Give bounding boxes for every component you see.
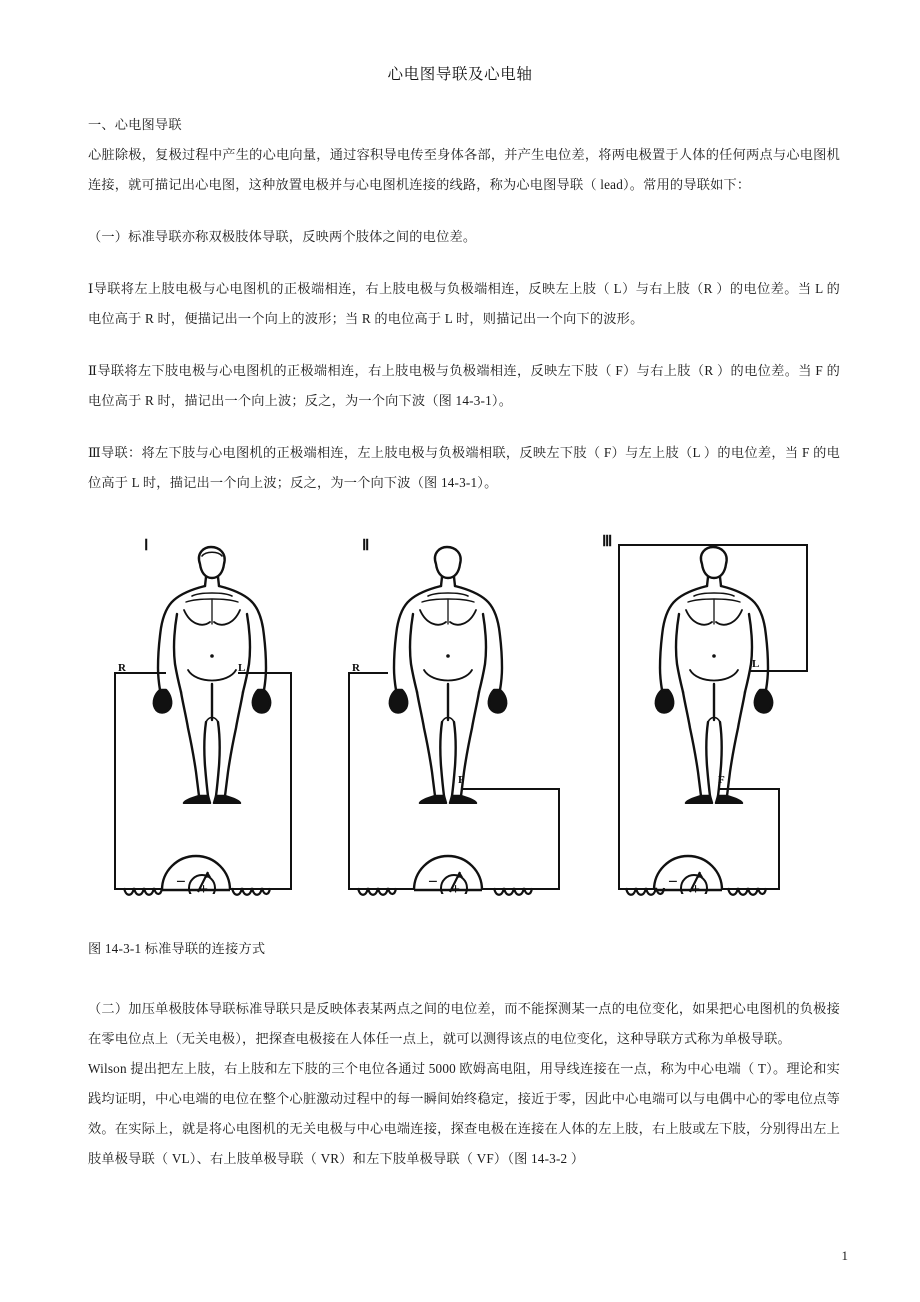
paragraph-intro: 心脏除极，复极过程中产生的心电向量，通过容积导电传至身体各部，并产生电位差，将两电极置于人体的任何两点与心电图机连接，就可描记出心电图，这种放置电极并与心电图机连接的线路，称为心电图导联（ lead）。常用的导联如下： <box>88 147 840 192</box>
circuit-wire-right-upper <box>806 544 808 672</box>
svg-text:−: − <box>668 872 678 891</box>
electrode-label-l: L <box>752 658 760 670</box>
electrode-label-r: R <box>352 662 360 674</box>
resistor-coil-icon-right <box>492 880 534 898</box>
electrode-label-r: R <box>118 662 126 674</box>
paragraph-lead-2: Ⅱ导联将左下肢电极与心电图机的正极端相连，右上肢电极与负极端相连，反映左下肢（ F）与右上肢（R ）的电位差。当 F 的电位高于 R 时，描记出一个向上波；反之，为一个向下波（图 14-3-1）。 <box>88 363 840 408</box>
svg-text:+: + <box>199 881 209 894</box>
figure-panel-lead-1 <box>88 516 338 916</box>
panel-label-lead-2: Ⅱ <box>362 538 369 554</box>
figure-panel-lead-3 <box>600 516 848 916</box>
circuit-wire-left <box>348 672 350 890</box>
paragraph-augmented-lead-intro: （二）加压单极肢体导联标准导联只是反映体表某两点之间的电位差，而不能探测某一点的电位变化，如果把心电图机的负极接在零电位点上（无关电极），把探查电极接在人体任一点上，就可以测得该点的电位变化，这种导联方式称为单极导联。 <box>88 1001 840 1046</box>
svg-text:−: − <box>176 872 186 891</box>
paragraph-lead-3: Ⅲ导联：将左下肢与心电图机的正极端相连，左上肢电极与负极端相联，反映左下肢（ F）与左上肢（L ）的电位差，当 F 的电位高于 L 时，描记出一个向上波；反之，为一个向下波（图 14-3-1）。 <box>88 445 840 490</box>
panel-label-lead-3: Ⅲ <box>602 534 612 550</box>
document-body-upper <box>88 110 840 498</box>
resistor-coil-icon-left <box>356 880 398 898</box>
electrode-label-f: F <box>458 774 465 786</box>
circuit-wire-left <box>618 544 620 890</box>
galvanometer-icon <box>160 854 232 894</box>
resistor-coil-icon-right <box>726 880 768 898</box>
page-title: 心电图导联及心电轴 <box>387 66 533 83</box>
resistor-coil-icon-left <box>624 880 666 898</box>
galvanometer-icon <box>412 854 484 894</box>
electrode-label-l: L <box>238 662 246 674</box>
resistor-coil-icon-right <box>230 880 272 898</box>
paragraph-standard-lead-intro: （一）标准导联亦称双极肢体导联，反映两个肢体之间的电位差。 <box>88 229 477 244</box>
paragraph-wilson: Wilson 提出把左上肢，右上肢和左下肢的三个电位各通过 5000 欧姆高电阻，用导线连接在一点，称为中心电端（ T）。理论和实践均证明，中心电端的电位在整个心脏激动过程中的每一瞬间始终稳定，接近于零，因此中心电端可以与电偶中心的零电位点等效。在实际上，就是将心电图机的无关电极与中心电端连接，探查电极在连接在人体的左上肢，右上肢或左下肢，分别得出左上肢单极导联（ VL）、右上肢单极导联（ VR）和左下肢单极导联（ VF）（图 14-3-2 ） <box>88 1061 840 1166</box>
resistor-coil-icon-left <box>122 880 164 898</box>
electrode-label-f: F <box>718 774 725 786</box>
figure-14-3-1 <box>88 516 848 916</box>
circuit-wire-right <box>558 788 560 890</box>
circuit-wire-right <box>290 672 292 890</box>
figure-caption: 图 14-3-1 标准导联的连接方式 <box>88 941 266 956</box>
svg-text:+: + <box>691 881 701 894</box>
panel-label-lead-1: Ⅰ <box>144 538 148 554</box>
document-body-lower <box>88 994 840 1174</box>
paragraph-lead-1: Ⅰ导联将左上肢电极与心电图机的正极端相连，右上肢电极与负极端相连，反映左上肢（ L）与右上肢（R ）的电位差。当 L 的电位高于 R 时，便描记出一个向上的波形；当 R 的电位高于 L 时，则描记出一个向下的波形。 <box>88 281 840 326</box>
human-body-outline <box>372 544 522 804</box>
human-body-outline <box>136 544 286 804</box>
svg-text:+: + <box>451 881 461 894</box>
circuit-wire-left <box>114 672 116 890</box>
page-number: 1 <box>841 1248 848 1263</box>
svg-text:−: − <box>428 872 438 891</box>
figure-panel-lead-2 <box>340 516 598 916</box>
human-body-outline <box>638 544 788 804</box>
section-heading: 一、心电图导联 <box>88 117 182 132</box>
